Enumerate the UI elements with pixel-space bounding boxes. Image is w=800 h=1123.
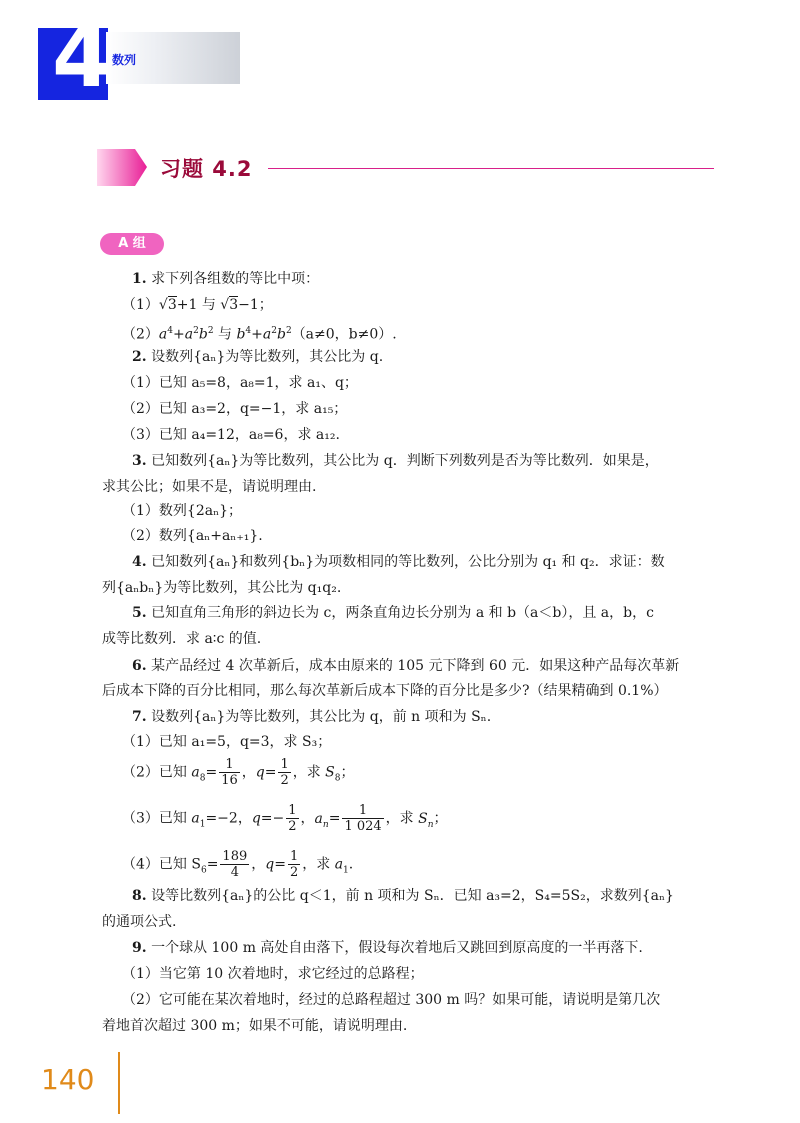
problem-7-part-2: （2）已知 $a_8=$ $\frac{1}{16}$ ，q= $\frac{1}{2}$ ，求 $S_8$； (122, 757, 355, 788)
problem-8-cont: 的通项公式. (102, 914, 177, 930)
problem-4: 4. 已知数列{aₙ}和数列{bₙ}为项数相同的等比数列，公比分别为 q₁ 和 q₂．求证：数 (132, 554, 665, 570)
problem-1-part-2: $(2)a^4+a^2b^2$ 与 $b^4+a^2b^2(a\ne 0$，b≠0）. (122, 326, 397, 343)
problem-1-part-1: （1）√3+1 与 √3−1； (122, 297, 273, 313)
page-number-bar (118, 1052, 120, 1114)
problem-9-part-2: （2）它可能在某次着地时，经过的总路程超过 300 m 吗？如果可能，请说明是第几次 (122, 992, 661, 1008)
problem-9-cont: 着地首次超过 300 m；如果不可能，请说明理由. (102, 1018, 408, 1034)
chapter-title: 数列 (112, 53, 137, 67)
problem-2-part-2: （2）已知 a₃=2，q=−1，求 a₁₅； (122, 401, 348, 417)
problem-2: 2. 设数列{aₙ}为等比数列，其公比为 q. (132, 349, 384, 365)
section-tab-icon (97, 149, 147, 186)
chapter-number: 4 (52, 7, 112, 107)
problem-9: 9. 一个球从 100 m 高处自由落下，假设每次着地后又跳回到原高度的一半再落下. (132, 940, 643, 956)
problem-7: 7. 设数列{aₙ}为等比数列，其公比为 q，前 n 项和为 Sₙ. (132, 709, 492, 725)
problem-6-cont: 后成本下降的百分比相同，那么每次革新后成本下降的百分比是多少?（结果精确到 0.1%） (102, 683, 668, 699)
problem-7-part-3: （3）已知 $a_1=-2$，q=− $\frac{1}{2}$ ，$a_n=$ $\frac{1}{1 024}$ ，求 $S_n$； (122, 803, 448, 834)
problem-3: 3. 已知数列{aₙ}为等比数列，其公比为 q．判断下列数列是否为等比数列．如果是， (132, 453, 659, 469)
problem-5: 5. 已知直角三角形的斜边长为 c，两条直角边长分别为 a 和 b（a＜b），且 a，b，c (132, 605, 654, 621)
problem-3-part-1: （1）数列{2aₙ}； (122, 503, 243, 519)
problem-1: 1. 求下列各组数的等比中项： (132, 271, 320, 287)
problem-7-part-4: （4）已知 $S_6=$ $\frac{189}{4}$ ，q= $\frac{1}{2}$ ，求 $a_1$. (122, 849, 354, 880)
problem-8: 8. 设等比数列{aₙ}的公比 q＜1，前 n 项和为 Sₙ．已知 a₃=2，S₄=5S₂，求数列{aₙ} (132, 888, 674, 904)
group-badge: A 组 (100, 233, 164, 255)
problem-4-cont: 列{aₙbₙ}为等比数列，其公比为 q₁q₂. (102, 580, 342, 596)
problem-3-part-2: （2）数列{aₙ+aₙ₊₁}. (122, 528, 263, 544)
problem-2-part-3: （3）已知 a₄=12，a₈=6，求 a₁₂. (122, 427, 340, 443)
problem-6: 6. 某产品经过 4 次革新后，成本由原来的 105 元下降到 60 元．如果这种产品每次革新 (132, 658, 680, 674)
problem-5-cont: 成等比数列．求 a∶c 的值. (102, 631, 262, 647)
section-title: 习题 4.2 (160, 157, 253, 181)
page-number: 140 (41, 1063, 95, 1096)
problem-9-part-1: （1）当它第 10 次着地时，求它经过的总路程； (122, 966, 424, 982)
problem-7-part-1: （1）已知 a₁=5，q=3，求 S₃； (122, 734, 332, 750)
problem-3-cont: 求其公比；如果不是，请说明理由. (102, 479, 317, 495)
section-divider (268, 168, 714, 169)
problem-2-part-1: （1）已知 a₅=8，a₈=1，求 a₁、q； (122, 375, 358, 391)
